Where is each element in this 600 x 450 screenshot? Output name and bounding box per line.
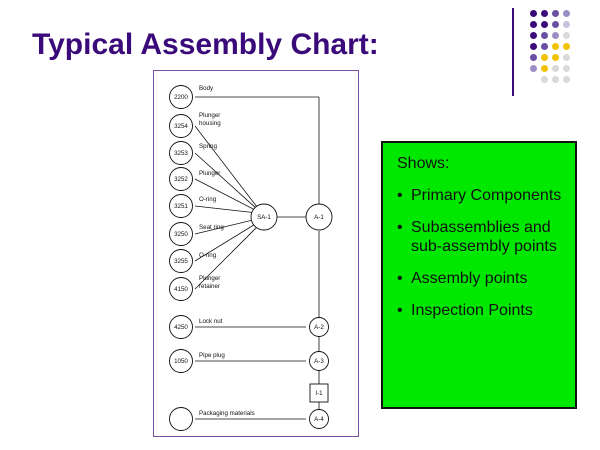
logo-dot xyxy=(541,65,548,72)
part-name: Plunger xyxy=(199,112,221,119)
logo-dot xyxy=(552,76,559,83)
part-name: Pipe plug xyxy=(199,352,225,359)
page-title: Typical Assembly Chart: xyxy=(32,28,379,61)
part-number: 3255 xyxy=(174,258,188,265)
part-name: Plunger xyxy=(199,275,221,282)
part-name: Body xyxy=(199,85,214,92)
logo-dot xyxy=(563,65,570,72)
list-item: • Inspection Points xyxy=(397,302,565,321)
part-node xyxy=(170,408,193,431)
logo-vertical-bar xyxy=(512,8,514,96)
subassembly-node-label: SA-1 xyxy=(257,214,271,221)
logo-dot xyxy=(530,54,537,61)
part-name: Lock nut xyxy=(199,318,223,325)
part-number: 3253 xyxy=(174,150,188,157)
part-number: 4250 xyxy=(174,324,188,331)
logo-dot xyxy=(541,76,548,83)
part-number: 3250 xyxy=(174,231,188,238)
assembly-node-label: A-3 xyxy=(314,358,324,365)
list-item: • Subassemblies and sub-assembly points xyxy=(397,219,565,257)
logo-dot xyxy=(541,43,548,50)
part-number: 1050 xyxy=(174,358,188,365)
part-name: Plunger xyxy=(199,170,221,177)
logo-dot xyxy=(541,10,548,17)
part-name: Spring xyxy=(199,143,217,150)
logo-dot xyxy=(552,65,559,72)
part-number: 3254 xyxy=(174,123,188,130)
part-name: Seat ring xyxy=(199,224,224,231)
logo-dot xyxy=(530,43,537,50)
assembly-node-label: A-2 xyxy=(314,324,324,331)
part-number: 3252 xyxy=(174,176,188,183)
assembly-node-label: A-4 xyxy=(314,416,324,423)
part-name: Packaging materials xyxy=(199,410,255,417)
logo-dot xyxy=(552,32,559,39)
logo-dot xyxy=(541,54,548,61)
dot-grid-logo xyxy=(512,6,582,98)
part-name: housing xyxy=(199,120,221,127)
logo-dot xyxy=(563,32,570,39)
shows-callout-box xyxy=(381,141,577,409)
part-name: retainer xyxy=(199,283,220,290)
list-item: • Assembly points xyxy=(397,270,565,289)
part-name: O-ring xyxy=(199,196,217,203)
part-number: 4150 xyxy=(174,286,188,293)
logo-dot xyxy=(563,43,570,50)
part-number: 2200 xyxy=(174,94,188,101)
logo-dot xyxy=(552,21,559,28)
logo-dot xyxy=(552,54,559,61)
assembly-chart-panel xyxy=(153,70,359,437)
logo-dot xyxy=(563,21,570,28)
logo-dot xyxy=(530,32,537,39)
assembly-node-label: A-1 xyxy=(314,214,324,221)
shows-heading: Shows: xyxy=(397,155,450,172)
inspection-node-label: I-1 xyxy=(315,390,323,397)
assembly-chart-svg xyxy=(154,71,358,436)
logo-dot xyxy=(552,10,559,17)
logo-dot xyxy=(563,10,570,17)
logo-dot xyxy=(530,65,537,72)
part-number: 3251 xyxy=(174,203,188,210)
logo-dot xyxy=(541,21,548,28)
part-name: O-ring xyxy=(199,252,217,259)
logo-dot xyxy=(563,76,570,83)
logo-dot xyxy=(552,43,559,50)
logo-dot xyxy=(530,21,537,28)
logo-dot xyxy=(541,32,548,39)
logo-dot xyxy=(530,10,537,17)
list-item: • Primary Components xyxy=(397,187,565,206)
shows-list xyxy=(397,187,565,320)
logo-dot xyxy=(563,54,570,61)
